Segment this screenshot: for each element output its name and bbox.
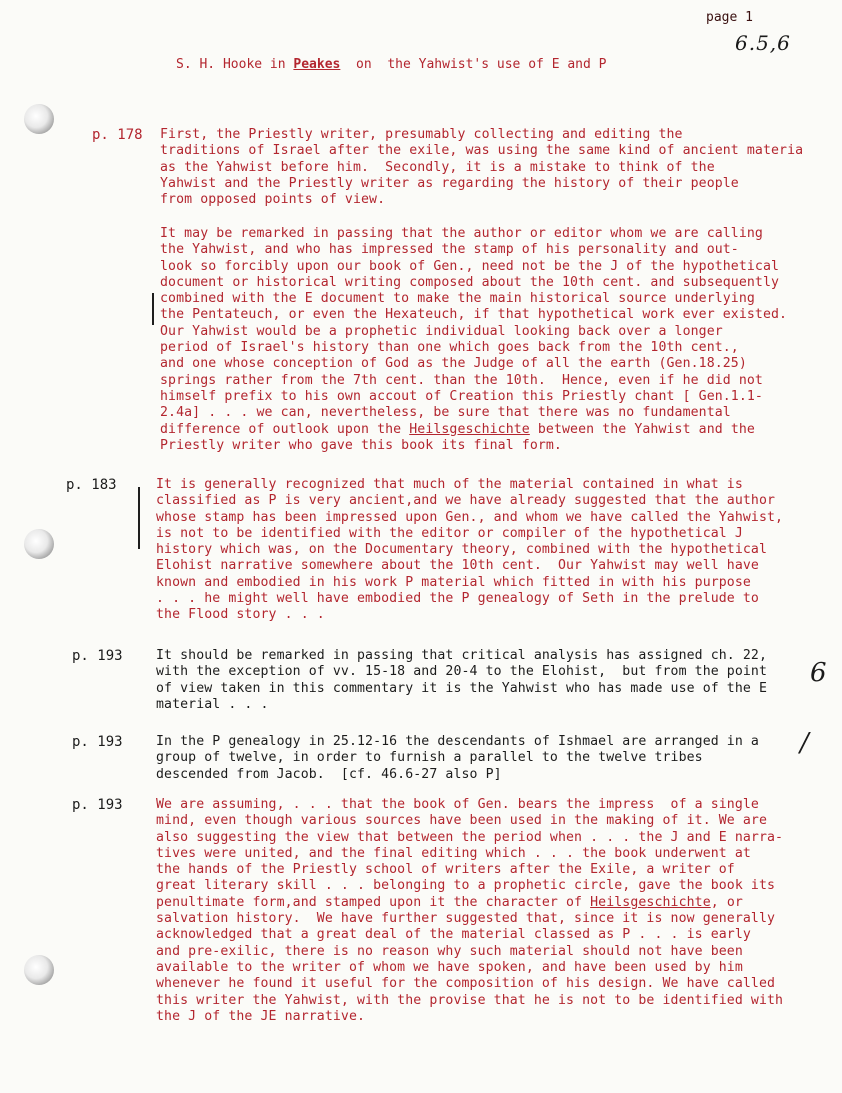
margin-mark-slash: / <box>800 728 809 758</box>
page-number: page 1 <box>706 10 753 25</box>
margin-bracket-178 <box>152 293 154 325</box>
page-ref-193-c: p. 193 <box>72 797 123 813</box>
excerpt-193-c-text: We are assuming, . . . that the book of Gen. bears the impress of a single mind, even though various sources have been used in the making of it. We are also suggesting the view that between the period when . . . the J and E narra- tives were united, and the final editing which . . . the book underwent at the hands of the Priestly school of writers after the Exile, a writer of great literary skill . . . belonging to a prophetic circle, gave the book its penultimate form,and stamped upon it the character of <box>156 797 784 910</box>
title-book: Peakes <box>293 57 341 72</box>
emphasis-heilsgeschichte-2: Heilsgeschichte <box>590 894 711 910</box>
punch-hole-top <box>24 104 54 134</box>
page-ref-178: p. 178 <box>92 127 143 143</box>
excerpt-178-b <box>160 226 787 454</box>
emphasis-heilsgeschichte: Heilsgeschichte <box>409 421 530 437</box>
title-prefix: S. H. Hooke in <box>176 57 294 72</box>
page-ref-193-b: p. 193 <box>72 734 123 750</box>
excerpt-178-b-text: It may be remarked in passing that the author or editor whom we are calling the Yahwist, and who has impressed the stamp of his personality and out- look so forcibly upon our book of Gen., need not be the J of the hypothetical document or historical writing composed about the 10th cent. and subsequently combined with the E document to make the main historical source underlying the Pentateuch, or even the Hexateuch, if that hypothetical work ever existed. Our Yahwist would be a prophetic individual looking back over a longer period of Israel's history than one which goes back from the 10th cent., and one whose conception of God as the Judge of all the earth (Gen.18.25) springs rather from the 7th cent. than the 10th. Hence, even if he did not himself prefix to his own accout of Creation this Priestly chant [ Gen.1.1- 2.4a] . . . we can, nevertheless, be sure that there was no fundamental difference of outlook upon the <box>160 226 788 437</box>
margin-line-183 <box>138 487 140 549</box>
excerpt-178-a: First, the Priestly writer, presumably collecting and editing the traditions of Israel after the exile, was using the same kind of ancient materia as the Yahwist before him. Secondly, it is a mistake to think of the Yahwist and the Priestly writer as regarding the history of their people from opposed points of view. <box>160 127 804 208</box>
excerpt-193-b: In the P genealogy in 25.12-16 the descendants of Ishmael are arranged in a group of twelve, in order to furnish a parallel to the twelve tribes descended from Jacob. [cf. 46.6-27 also P] <box>156 734 759 782</box>
punch-hole-middle <box>24 529 54 559</box>
margin-mark-6: 6 <box>810 658 827 688</box>
title-suffix: on the Yahwist's use of E and P <box>340 57 607 72</box>
excerpt-193-a: It should be remarked in passing that critical analysis has assigned ch. 22, with the exception of vv. 15-18 and 20-4 to the Elohist, but from the point of view taken in this commentary it is the Yahwist who has made use of the E material . . . <box>156 648 768 712</box>
page-ref-183: p. 183 <box>66 477 117 493</box>
excerpt-178-b-end: between the Yahwist and the Priestly writer who gave this book its final form. <box>160 421 755 453</box>
handwritten-reference: 6.5,6 <box>735 31 791 55</box>
punch-hole-bottom <box>24 955 54 985</box>
excerpt-193-c <box>156 797 783 1025</box>
page-ref-193-a: p. 193 <box>72 648 123 664</box>
excerpt-193-c-end: , or salvation history. We have further suggested that, since it is now generally acknowledged that a great deal of the material classed as P . . . is early and pre-exilic, there is no reason why such material should not have been available to the writer of whom we have spoken, and have been used by him whenever he found it useful for the composition of his design. We have called this writer the Yahwist, with the provise that he is not to be identified with the J of the JE narrative. <box>156 894 784 1024</box>
document-title <box>176 57 606 72</box>
excerpt-183: It is generally recognized that much of the material contained in what is classified as P is very ancient,and we have already suggested that the author whose stamp has been impressed upon Gen., and whom we have called the Yahwist, is not to be identified with the editor or compiler of the hypothetical J history which was, on the Documentary theory, combined with the hypothetical Elohist narrative somewhere about the 10th cent. Our Yahwist may well have known and embodied in his work P material which fitted in with his purpose . . . he might well have embodied the P genealogy of Seth in the prelude to the Flood story . . . <box>156 477 784 623</box>
